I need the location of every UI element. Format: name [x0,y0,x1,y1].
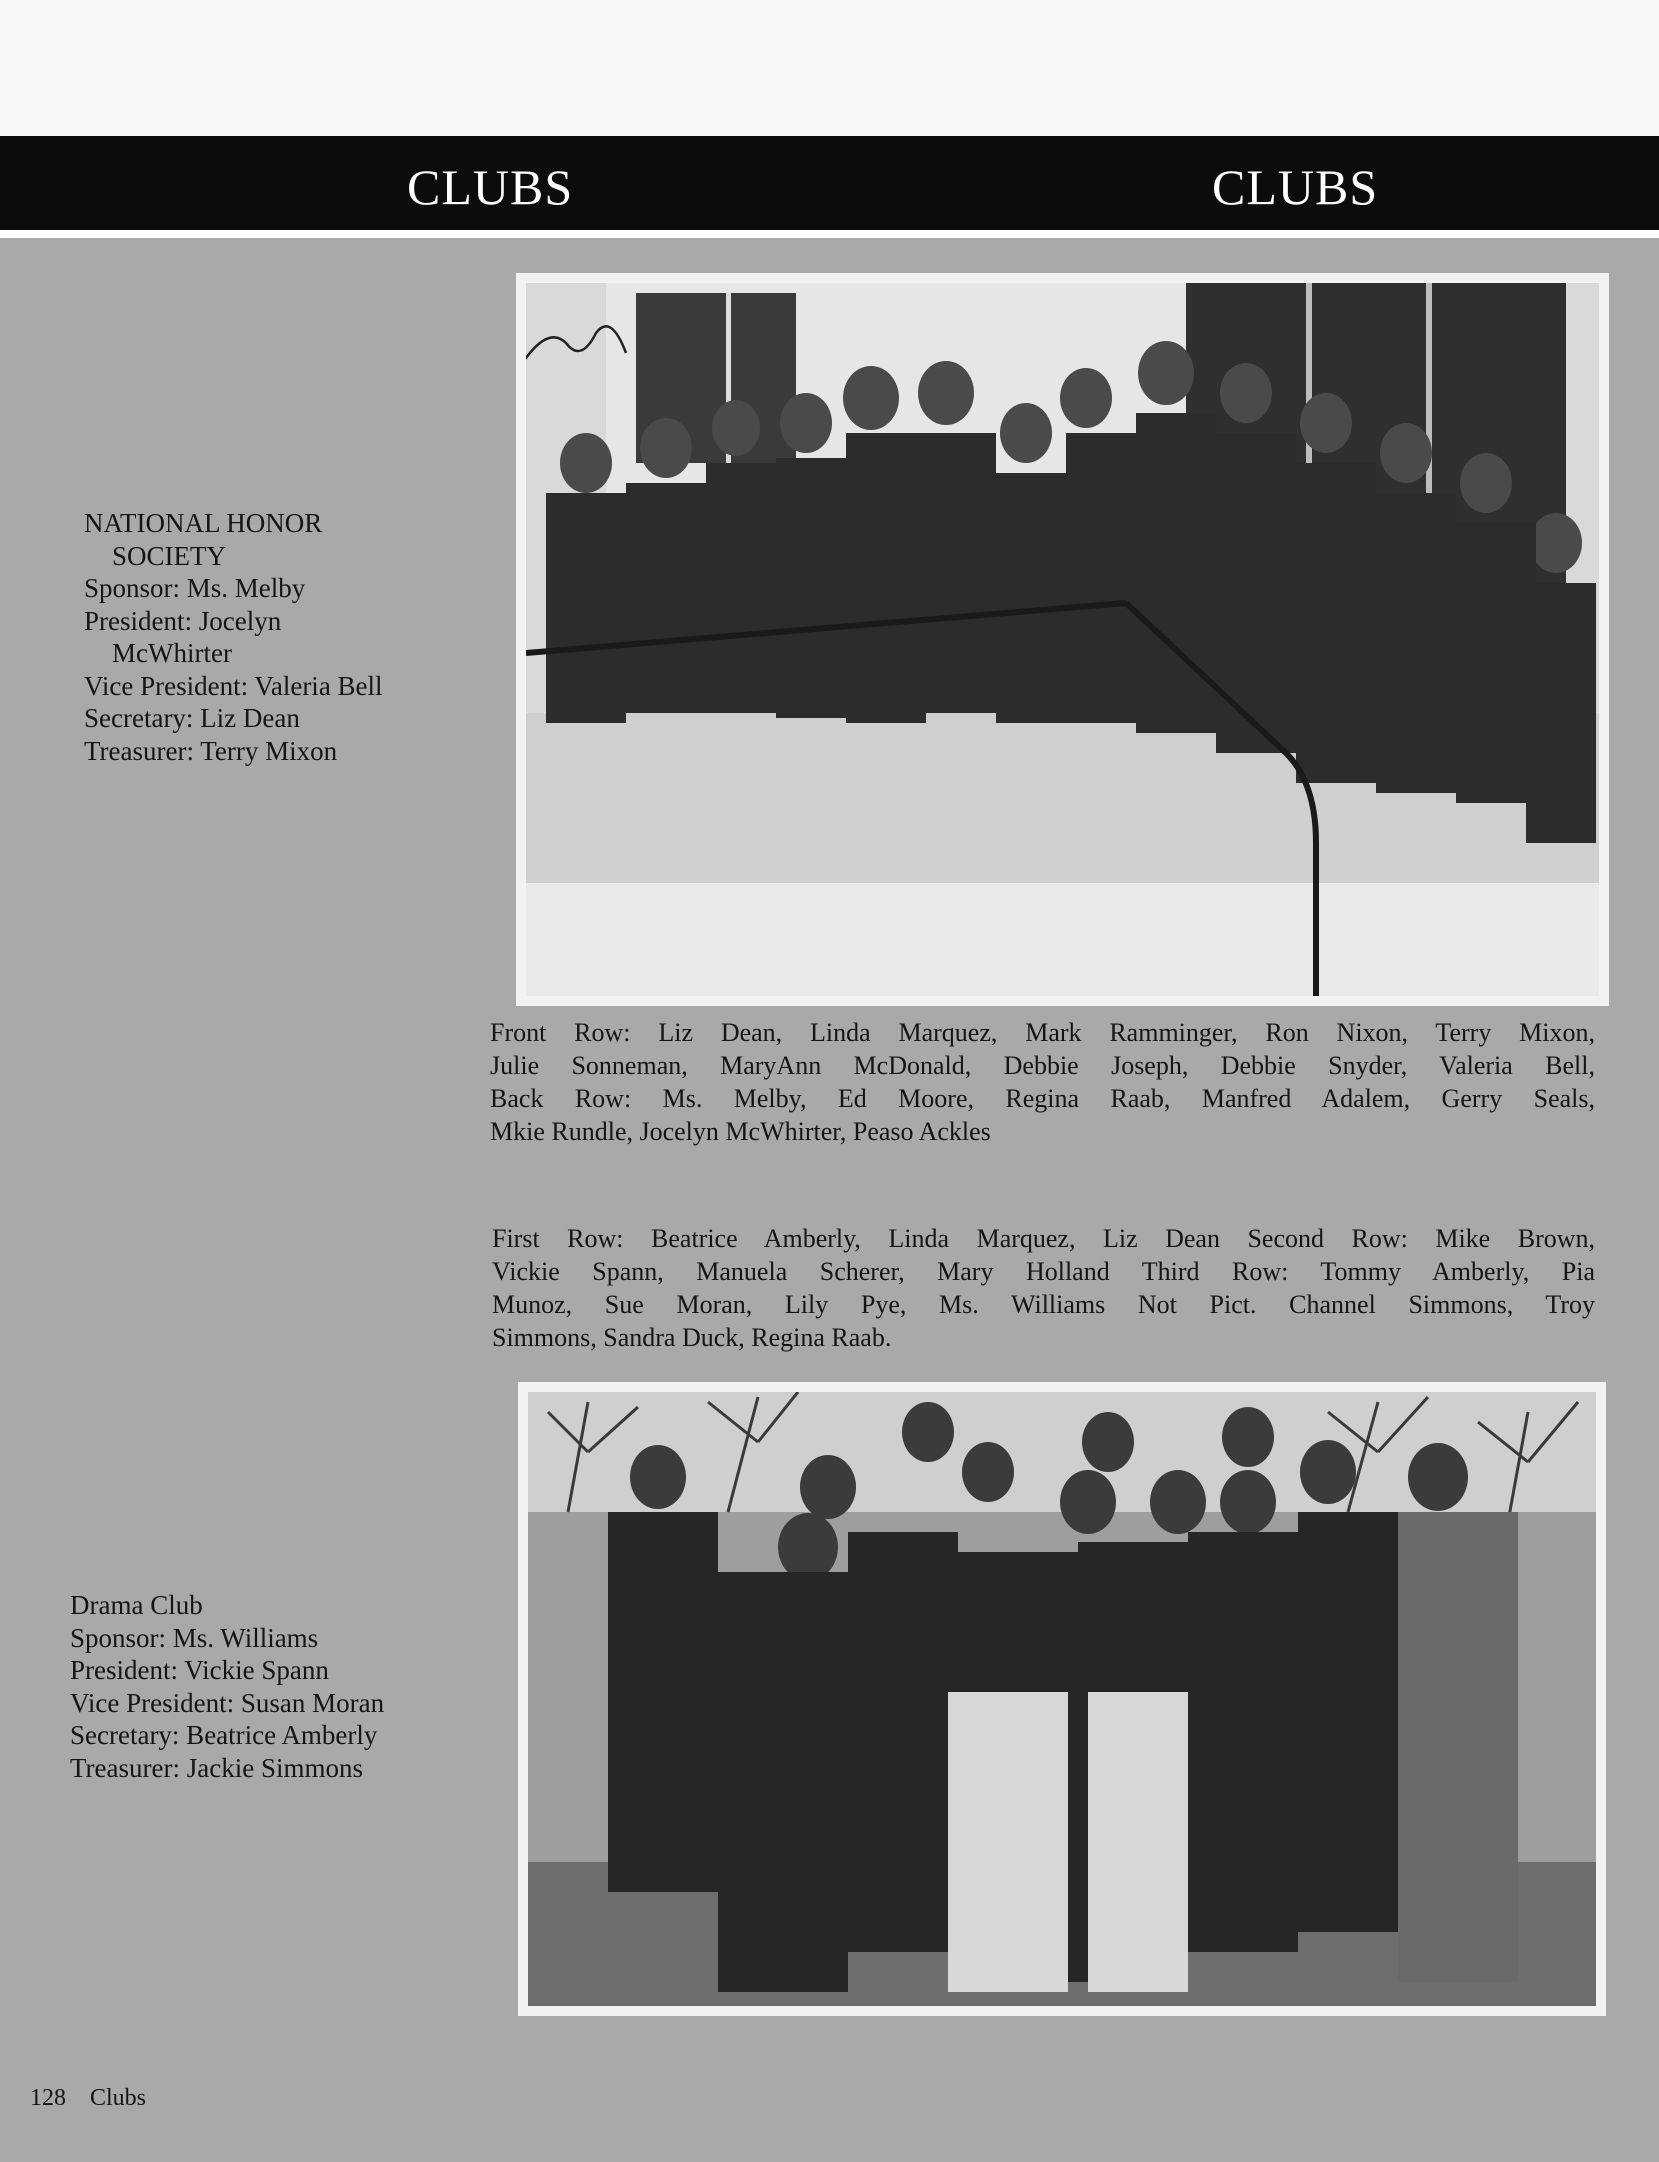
nhs-title-cont: SOCIETY [112,540,226,571]
drama-caption-line-4: Simmons, Sandra Duck, Regina Raab. [492,1323,892,1352]
nhs-title: NATIONAL HONOR [84,508,323,538]
header-title-left: CLUBS [407,159,574,215]
nhs-caption-line-4: Mkie Rundle, Jocelyn McWhirter, Peaso Ackles [490,1117,991,1146]
drama-photo-caption [492,1222,1595,1354]
drama-president: President: Vickie Spann [70,1655,329,1685]
drama-title: Drama Club [70,1590,203,1620]
nhs-secretary: Secretary: Liz Dean [84,703,300,733]
drama-vice-president: Vice President: Susan Moran [70,1687,385,1718]
nhs-photo-caption [490,1016,1595,1148]
nhs-treasurer: Treasurer: Terry Mixon [84,735,338,766]
nhs-president: President: Jocelyn [84,605,282,636]
nhs-officers [84,507,383,767]
page-footer [30,2085,146,2112]
page-number: 128 [30,2085,66,2111]
nhs-sponsor: Sponsor: Ms. Melby [84,573,306,603]
drama-treasurer: Treasurer: Jackie Simmons [70,1752,363,1783]
drama-caption-line-1: First Row: Beatrice Amberly, Linda Marquez, Liz Dean Second Row: Mike Brown, [492,1224,1595,1253]
header-title-right: CLUBS [1212,159,1379,215]
page-top-margin [0,0,1659,136]
drama-group-photo [518,1382,1606,2016]
nhs-group-photo [516,273,1609,1006]
nhs-caption-line-1: Front Row: Liz Dean, Linda Marquez, Mark Ramminger, Ron Nixon, Terry Mixon, [490,1018,1595,1047]
drama-caption-line-3: Munoz, Sue Moran, Lily Pye, Ms. Williams Not Pict. Channel Simmons, Troy [492,1290,1595,1319]
footer-section: Clubs [90,2085,147,2111]
drama-photo-illustration [528,1392,1596,2006]
nhs-photo-illustration [526,283,1599,996]
nhs-vice-president: Vice President: Valeria Bell [84,670,383,701]
drama-caption-line-2: Vickie Spann, Manuela Scherer, Mary Holland Third Row: Tommy Amberly, Pia [492,1257,1595,1286]
drama-secretary: Secretary: Beatrice Amberly [70,1720,378,1750]
nhs-caption-line-3: Back Row: Ms. Melby, Ed Moore, Regina Raab, Manfred Adalem, Gerry Seals, [490,1084,1595,1113]
header-band [0,136,1659,230]
drama-officers [70,1589,384,1784]
nhs-caption-line-2: Julie Sonneman, MaryAnn McDonald, Debbie Joseph, Debbie Snyder, Valeria Bell, [490,1051,1595,1080]
drama-sponsor: Sponsor: Ms. Williams [70,1622,319,1653]
nhs-president-cont: McWhirter [112,638,232,668]
